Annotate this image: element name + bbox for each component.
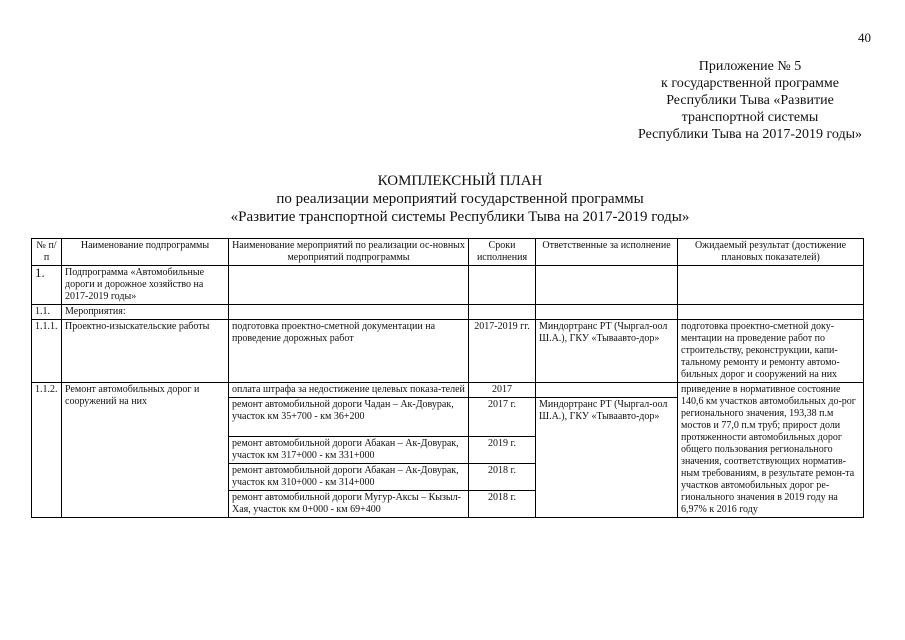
row-term: 2019 г. (469, 437, 536, 464)
table-row (32, 383, 864, 398)
table-row (32, 320, 864, 383)
empty-cell (469, 266, 536, 305)
empty-cell (469, 305, 536, 320)
row-term: 2017 г. (469, 398, 536, 437)
row-label: Мероприятия: (62, 305, 229, 320)
header-num: № п/п (32, 239, 62, 266)
empty-cell (536, 305, 678, 320)
appendix-line: к государственной программе (661, 76, 839, 91)
table-row (32, 305, 864, 320)
row-responsible: Миндортранс РТ (Чыргал-оол Ш.А.), ГКУ «Тываавто-дор» (536, 320, 678, 383)
row-result: приведение в нормативное состояние 140,6 км участков автомобильных до-рог регионального значения, 193,38 п.м мостов и 77,0 п.м труб; прирост доли протяженности автомобильных дорог общего пользования регионального значения, соответствующих норматив-ным требованиям, в результате ремон-та участков автомобильных дорог ре-гионального значения в 2019 году на 6,97% к 2016 году (678, 383, 864, 518)
empty-cell (229, 305, 469, 320)
row-term: 2018 г. (469, 491, 536, 518)
empty-cell (678, 305, 864, 320)
row-term: 2017-2019 гг. (469, 320, 536, 383)
page-number: 40 (858, 30, 871, 45)
appendix-line: Республики Тыва на 2017-2019 годы» (637, 127, 863, 142)
row-term: 2018 г. (469, 464, 536, 491)
empty-cell (536, 383, 678, 398)
title-line: по реализации мероприятий государственной программы (276, 191, 644, 207)
row-subprogram: Проектно-изыскательские работы (62, 320, 229, 383)
header-responsible: Ответственные за исполнение (536, 239, 678, 266)
empty-cell (678, 266, 864, 305)
header-result: Ожидаемый результат (достижение плановых показателей) (678, 239, 864, 266)
row-num: 1.1.1. (32, 320, 62, 383)
document-title (150, 172, 770, 226)
appendix-header (600, 58, 900, 143)
appendix-line: Приложение № 5 (698, 59, 802, 74)
row-subprogram: Ремонт автомобильных дорог и сооружений на них (62, 383, 229, 518)
row-activity: ремонт автомобильной дороги Чадан – Ак-Довурак, участок км 35+700 - км 36+200 (229, 398, 469, 437)
row-result: подготовка проектно-сметной доку-ментации на проведение работ по строительству, реконструкции, капи-тальному ремонту и ремонту автомо-бильных дорог и сооружений на них (678, 320, 864, 383)
row-num: 1.1. (32, 305, 62, 320)
row-subprogram: Подпрограмма «Автомобильные дороги и дорожное хозяйство на 2017-2019 годы» (62, 266, 229, 305)
row-activity: ремонт автомобильной дороги Абакан – Ак-Довурак, участок км 310+000 - км 314+000 (229, 464, 469, 491)
plan-table (31, 238, 864, 518)
header-activities: Наименование мероприятий по реализации ос-новных мероприятий подпрограммы (229, 239, 469, 266)
title-line: КОМПЛЕКСНЫЙ ПЛАН (377, 173, 543, 189)
row-num: 1. (32, 266, 62, 305)
empty-cell (229, 266, 469, 305)
title-line: «Развитие транспортной системы Республики Тыва на 2017-2019 годы» (230, 209, 690, 225)
row-responsible: Миндортранс РТ (Чыргал-оол Ш.А.), ГКУ «Тываавто-дор» (536, 398, 678, 518)
header-terms: Сроки исполнения (469, 239, 536, 266)
row-activity: ремонт автомобильной дороги Абакан – Ак-Довурак, участок км 317+000 - км 331+000 (229, 437, 469, 464)
appendix-line: Республики Тыва «Развитие (666, 93, 834, 108)
table-header-row (32, 239, 864, 266)
empty-cell (536, 266, 678, 305)
table-row (32, 266, 864, 305)
header-subprogram: Наименование подпрограммы (62, 239, 229, 266)
row-term: 2017 (469, 383, 536, 398)
row-activity: оплата штрафа за недостижение целевых показа-телей (229, 383, 469, 398)
row-activity: подготовка проектно-сметной документации на проведение дорожных работ (229, 320, 469, 383)
row-activity: ремонт автомобильной дороги Мугур-Аксы – Кызыл-Хая, участок км 0+000 - км 69+400 (229, 491, 469, 518)
row-num: 1.1.2. (32, 383, 62, 518)
appendix-line: транспортной системы (681, 110, 819, 125)
